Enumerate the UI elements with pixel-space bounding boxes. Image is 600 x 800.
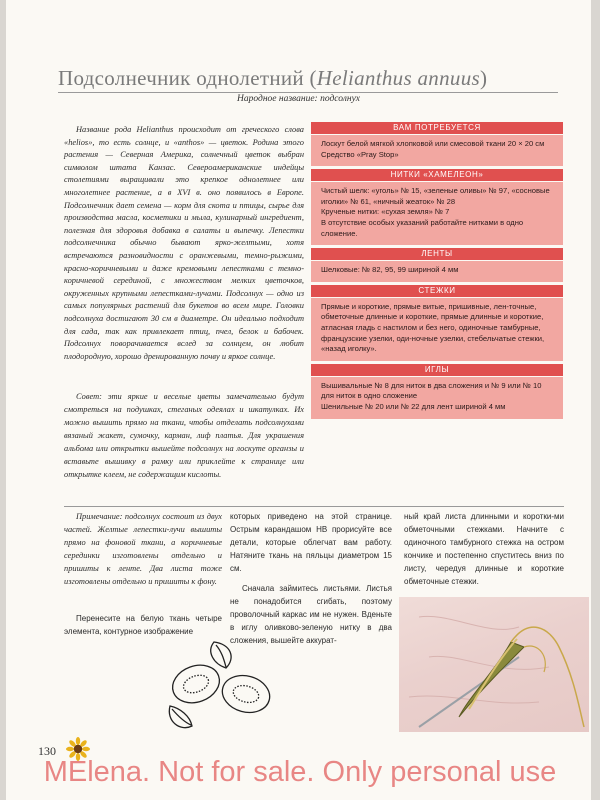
- threads-line: Крученые нитки: «сухая земля» № 7: [321, 207, 450, 217]
- materials-panel: [311, 122, 563, 422]
- intro-paragraph: [64, 124, 304, 363]
- instructions-column-2: [230, 510, 392, 654]
- section-heading-stitches: СТЕЖКИ: [311, 285, 563, 297]
- needles-line: Вышивальные № 8 для ниток в два сложения и № 9 или № 10 для ниток в одно сложение: [321, 380, 542, 401]
- stitches-line: Прямые и короткие, прямые витые, пришивные, лен-точные, обметочные длинные и короткие, прямые длинные и короткие, атласная гладь с настилом и без него, одиночные тамбурные, французские узелки, оди-ночные узелки, стебельчатые стежки, «назад иголку».: [321, 301, 545, 354]
- instructions-paragraph: Сначала займитесь листьями. Листья не понадобится сгибать, поэтому проволочный каркас им не нужен. Вденьте в иглу оливково-зеленую нитку в два сложения, вышейте аккурат-: [230, 584, 392, 645]
- page-title: Подсолнечник однолетний (Helianthus annuus): [58, 66, 488, 90]
- section-body-threads: [311, 182, 563, 245]
- section-heading-needles: ИГЛЫ: [311, 364, 563, 376]
- instructions-start: Перенесите на белую ткань четыре элемента, контурное изображение: [64, 614, 222, 636]
- threads-line: Чистый шелк: «уголь» № 15, «зеленые оливы» № 97, «сосновые иголки» № 61, «ничный жеаток» № 28: [321, 186, 550, 206]
- book-page: [6, 0, 591, 800]
- section-divider: [64, 506, 564, 507]
- needles-line: Шенильные № 20 или № 22 для лент шириной 4 мм: [321, 401, 506, 411]
- section-body-stitches: [311, 298, 563, 361]
- intro-text: Название рода Helianthus происходит от греческого слова «helios», то есть солнце, и «anthos» — цветок. Родина этого растения — Северная Америка, солнечный цветок выбран символом штата Канзас. Североамериканские индейцы столетиями выращивали это крепкое однолетнее или многолетнее растение, а в XVI в. оно появилось в Европе. Подсолнечник дает семена — корм для скота и птицы, сырье для производства масла, косметики и мыла, кулинарный ингредиент, полезная для здоровья добавка в салаты и выпечку. Лепестки подсолнечника обычно бывают ярко-желтыми, хотя встречаются разновидности с оранжевыми, темно-рыжими, красно-коричневыми и даже кремовыми лепестками с темно-коричневой серединой, с множеством мелких цветочков, окруженных крупными лепестками-лучами. Подсолнух — одно из самых популярных растений для букетов во всем мире. Головки подсолнуха достигают 30 см в диаметре. Он идеально подходит для сада, так как привлекает птиц, пчел, белок и бабочек. Подсолнух поворачивается вслед за солнцем, он любит плодородную, хорошо дренированную почву и яркое солнце.: [64, 125, 304, 361]
- leaf-outline-template: [156, 636, 396, 736]
- threads-line: В отсутствие особых указаний работайте нитками в одно сложение.: [321, 217, 524, 238]
- section-body-materials: [311, 135, 563, 166]
- title-divider: [58, 92, 558, 93]
- embroidery-photo: [399, 597, 589, 732]
- page-number: 130: [38, 744, 56, 758]
- section-heading-materials: ВАМ ПОТРЕБУЕТСЯ: [311, 122, 563, 134]
- section-body-ribbons: [311, 261, 563, 282]
- materials-line: Лоскут белой мягкой хлопковой или смесовой ткани 20 × 20 см: [321, 139, 545, 148]
- leaf-embroidery-image: [399, 597, 589, 732]
- advice-paragraph: Совет: эти яркие и веселые цветы замечательно будут смотреться на подушках, стеганых одеялах и шкатулках. Их можно вышить прямо на ткани, чтобы отделать подсолнухами вязаный жакет, сумочку, карман, лиф платья. Для украшения альбома или открытки вышейте подсолнух на лоскуте органзы и вставьте вышивку в рамку или приклейте к странице или открытке клеем, не содержащим кислоты.: [64, 392, 304, 479]
- ribbons-line: Шелковые: № 82, 95, 99 шириной 4 мм: [321, 265, 459, 275]
- watermark-text: MElena. Not for sale. Only personal use: [43, 756, 557, 788]
- materials-line: Средство «Pray Stop»: [321, 149, 399, 159]
- instructions-column-3: ный край листа длинными и коротки-ми обметочными стежками. Начните с одиночного тамбурного стежка на остром кончике и постепенно спуститесь вниз по листу, чередуя длинные и короткие обметочные стежки.: [404, 512, 564, 586]
- instructions-paragraph: которых приведено на этой странице. Острым карандашом HB прорисуйте все детали, которые облегчат вам работу. Натяните ткань на пяльцы диаметром 15 см.: [230, 512, 392, 573]
- note-paragraph: Примечание: подсолнух состоит из двух частей. Желтые лепестки-лучи вышиты прямо на фоновой ткани, а коричневые серединки изготовлены отдельно и пришиты к ленте. Два листа тоже изготовлены отдельно и пришиты к фону.: [64, 512, 222, 586]
- section-heading-ribbons: ЛЕНТЫ: [311, 248, 563, 260]
- section-body-needles: [311, 377, 563, 419]
- page-subtitle: Народное название: подсолнух: [237, 94, 360, 104]
- section-heading-threads: НИТКИ «ХАМЕЛЕОН»: [311, 169, 563, 181]
